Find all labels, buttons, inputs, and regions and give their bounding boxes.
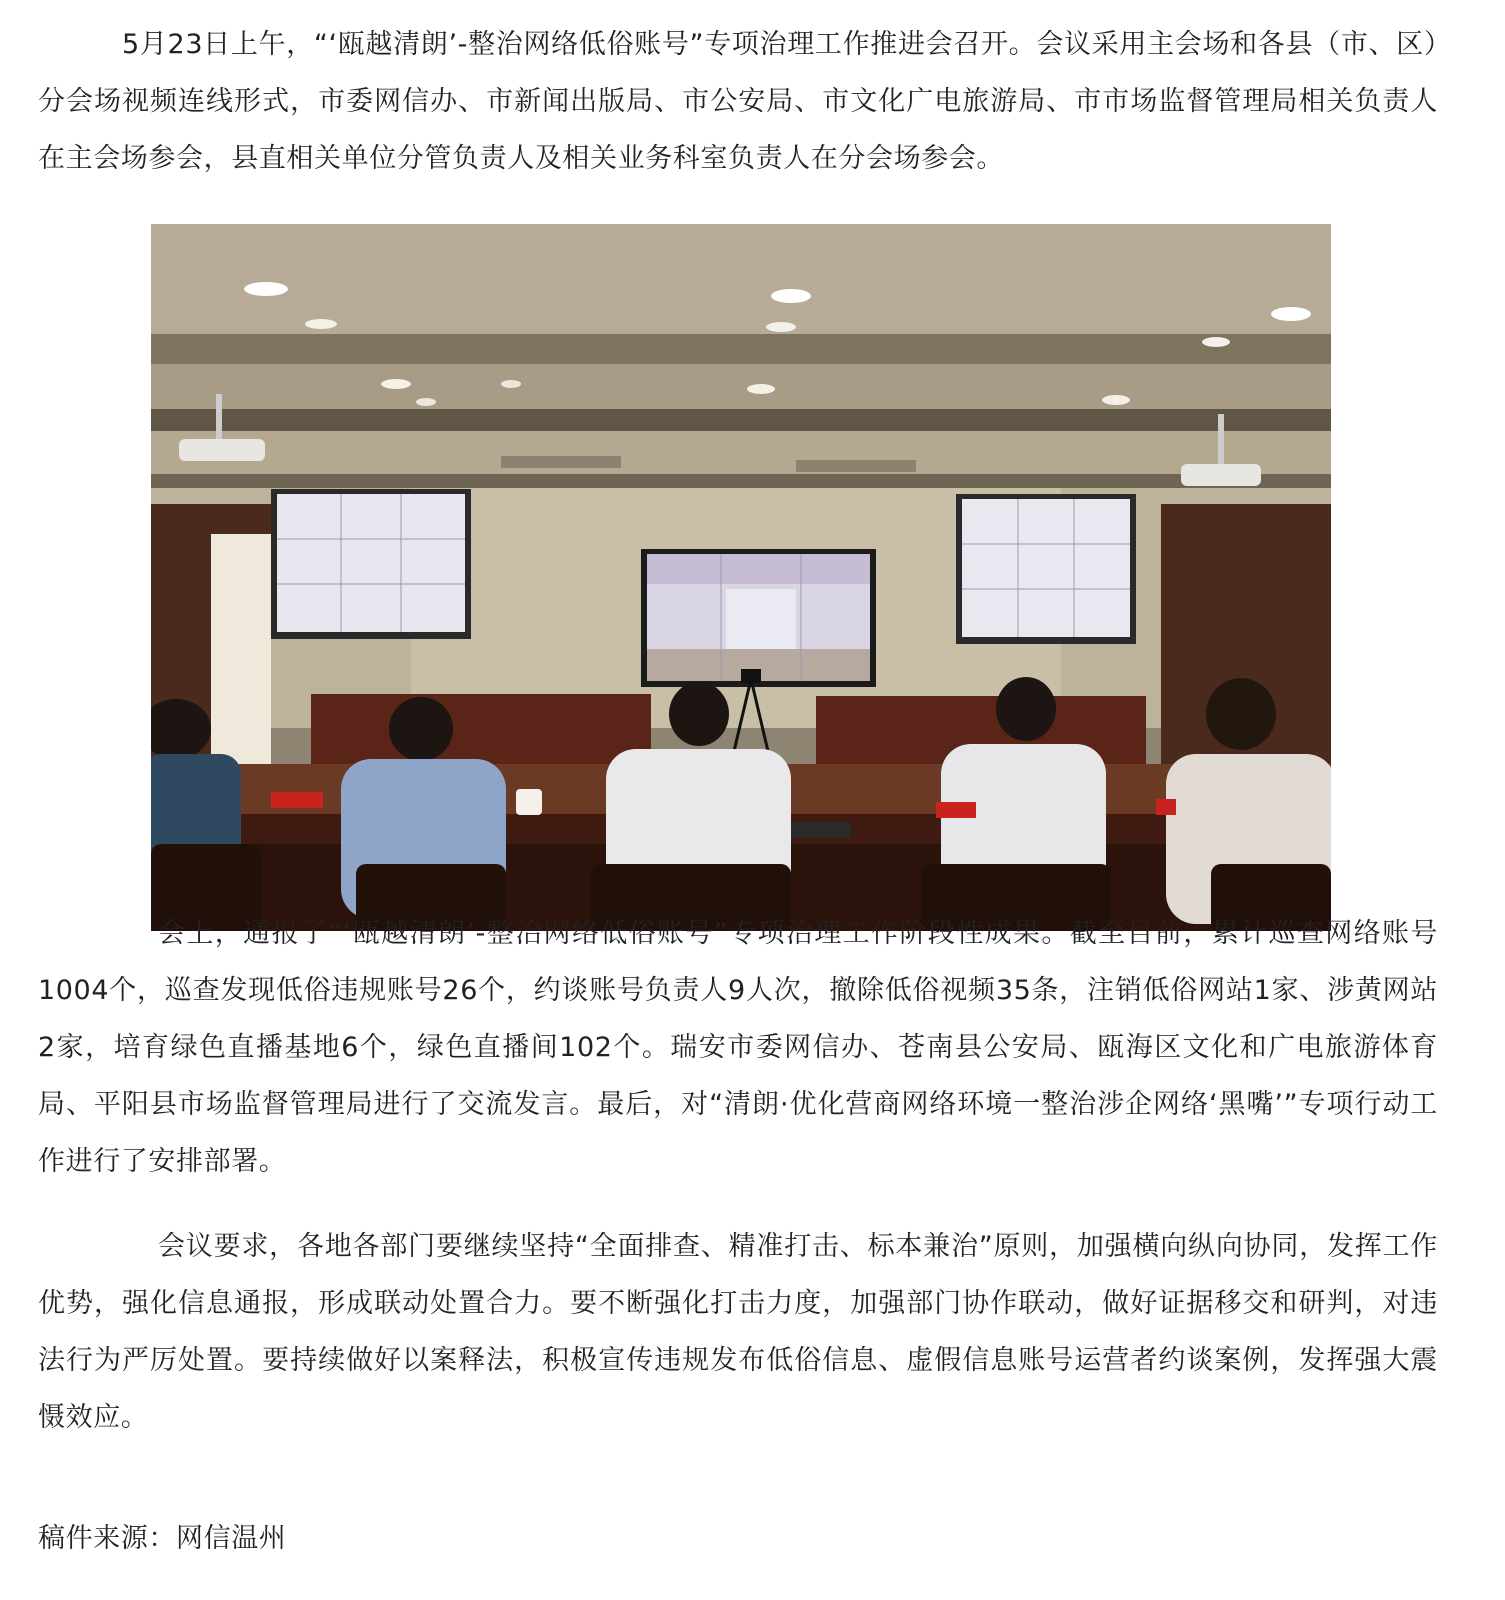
article-paragraph-1: 5月23日上午，“‘瓯越清朗’-整治网络低俗账号”专项治理工作推进会召开。会议采用主会场和各县（市、区）分会场视频连线形式，市委网信办、市新闻出版局、市公安局、市文化广电旅游局、市市场监督管理局相关负责人在主会场参会，县直相关单位分管负责人及相关业务科室负责人在分会场参会。 xyxy=(38,29,1438,174)
meeting-room-scene xyxy=(151,224,1331,931)
meeting-photo xyxy=(151,224,1331,931)
article-paragraph-2: 会上，通报了“‘瓯越清朗’-整治网络低俗账号”专项治理工作阶段性成果。截至目前，累计巡查网络账号1004个，巡查发现低俗违规账号26个，约谈账号负责人9人次，撤除低俗视频35条，注销低俗网站1家、涉黄网站2家，培育绿色直播基地6个，绿色直播间102个。瑞安市委网信办、苍南县公安局、瓯海区文化和广电旅游体育局、平阳县市场监督管理局进行了交流发言。最后，对“清朗·优化营商网络环境一整治涉企网络‘黑嘴’”专项行动工作进行了安排部署。 xyxy=(38,918,1438,1177)
article-source: 稿件来源：网信温州 xyxy=(38,1523,287,1554)
article-paragraph-3: 会议要求，各地各部门要继续坚持“全面排查、精准打击、标本兼治”原则，加强横向纵向协同，发挥工作优势，强化信息通报，形成联动处置合力。要不断强化打击力度，加强部门协作联动，做好证据移交和研判，对违法行为严厉处置。要持续做好以案释法，积极宣传违规发布低俗信息、虚假信息账号运营者约谈案例，发挥强大震慑效应。 xyxy=(38,1231,1438,1433)
